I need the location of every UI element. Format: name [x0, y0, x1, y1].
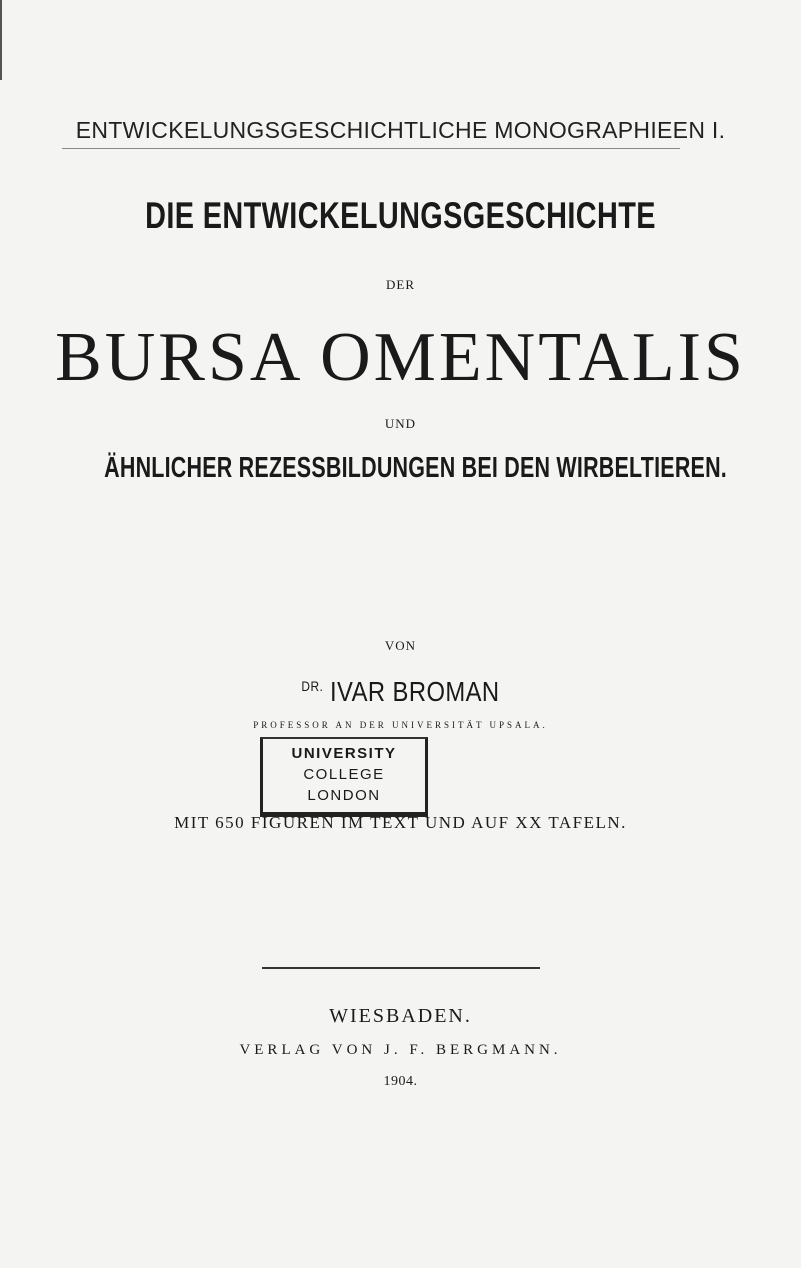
publication-city: WIESBADEN. [329, 1005, 472, 1027]
connector-von: VON [384, 638, 417, 653]
figures-note: MIT 650 FIGUREN IM TEXT UND AUF XX TAFELN. [174, 813, 627, 832]
author [60, 676, 741, 708]
author-prefix: DR. [301, 678, 324, 694]
title-line-1: DIE ENTWICKELUNGSGESCHICHTE [145, 195, 656, 236]
stamp-line-3: LONDON [307, 787, 381, 804]
stamp-line-2: COLLEGE [303, 766, 385, 783]
series-title: ENTWICKELUNGSGESCHICHTLICHE MONOGRAPHIEEN I. [75, 117, 726, 143]
author-affiliation: PROFESSOR AN DER UNIVERSITÄT UPSALA. [253, 720, 548, 730]
page-edge [0, 0, 2, 80]
connector-und: UND [384, 416, 417, 431]
bottom-rule [262, 967, 540, 969]
connector-der: DER [386, 277, 415, 292]
publisher: VERLAG VON J. F. BERGMANN. [239, 1042, 562, 1058]
main-title: BURSA OMENTALIS [55, 319, 746, 396]
author-name: IVAR BROMAN [330, 676, 500, 707]
library-stamp [260, 737, 428, 817]
title-line-3: ÄHNLICHER REZESSBILDUNGEN BEI DEN WIRBELTIEREN. [104, 452, 728, 484]
top-rule [62, 148, 680, 149]
stamp-line-1: UNIVERSITY [291, 745, 397, 762]
publication-year: 1904. [383, 1074, 418, 1089]
